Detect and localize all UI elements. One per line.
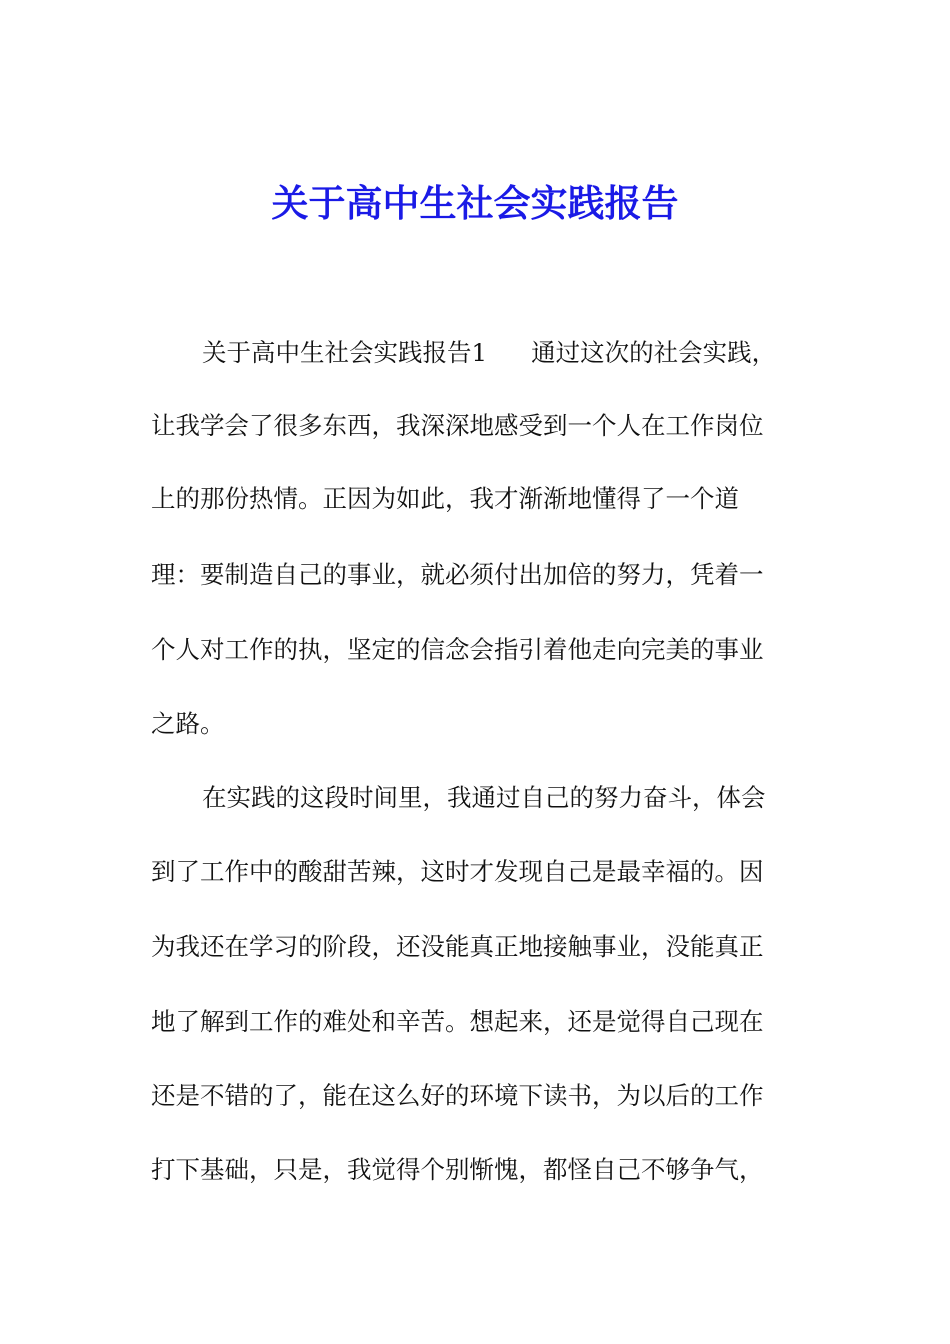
- paragraph-2-line-3: 为我还在学习的阶段，还没能真正地接触事业，没能真正: [151, 932, 764, 961]
- paragraph-2-line-1: 在实践的这段时间里，我通过自己的努力奋斗，体会: [202, 783, 766, 812]
- document-title: 关于高中生社会实践报告: [271, 182, 679, 225]
- report-heading-inline: 关于高中生社会实践报告1: [202, 338, 488, 367]
- paragraph-2-line-5: 还是不错的了，能在这么好的环境下读书，为以后的工作: [151, 1081, 764, 1110]
- paragraph-1-line-2: 让我学会了很多东西，我深深地感受到一个人在工作岗位: [151, 411, 764, 440]
- paragraph-1-line-6: 之路。: [151, 709, 225, 738]
- paragraph-2-line-6: 打下基础，只是，我觉得个别惭愧，都怪自己不够争气，: [151, 1155, 764, 1184]
- paragraph-1-line-4: 理：要制造自己的事业，就必须付出加倍的努力，凭着一: [151, 560, 764, 589]
- paragraph-1-opening: 通过这次的社会实践，: [531, 338, 777, 367]
- paragraph-2-line-4: 地了解到工作的难处和辛苦。想起来，还是觉得自己现在: [151, 1007, 764, 1036]
- paragraph-2-line-2: 到了工作中的酸甜苦辣，这时才发现自己是最幸福的。因: [151, 857, 764, 886]
- paragraph-1-line-5: 个人对工作的执，坚定的信念会指引着他走向完美的事业: [151, 635, 764, 664]
- paragraph-1-line-3: 上的那份热情。正因为如此，我才渐渐地懂得了一个道: [151, 484, 739, 513]
- paragraph-1-line-1: [202, 333, 802, 373]
